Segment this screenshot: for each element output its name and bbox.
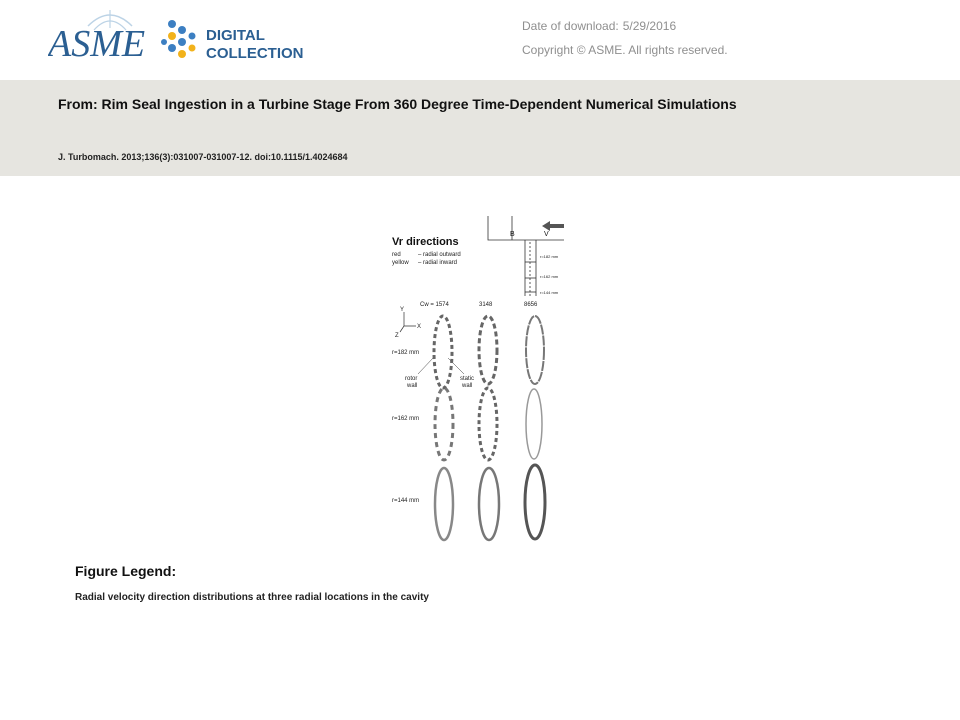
logo-dot (189, 45, 196, 52)
ring-144-cw1574 (435, 468, 453, 540)
static-wall-label-2: wall (462, 383, 473, 389)
article-title: From: Rim Seal Ingestion in a Turbine Stage From 360 Degree Time-Dependent Numerical Simulations (58, 96, 737, 112)
row-label-162: r=162 mm (392, 416, 420, 422)
schematic-r162: r=162 mm (540, 274, 559, 279)
axis-y-label: Y (400, 307, 405, 313)
label-v: V (544, 231, 549, 238)
ring-182-3148 (479, 316, 497, 384)
ring-144-8656 (525, 465, 545, 539)
copyright-notice: Copyright © ASME. All rights reserved. (522, 43, 728, 57)
key-yellow-desc: – radial inward (418, 260, 458, 266)
logo-dot (178, 26, 186, 34)
ring-162-cw1574 (435, 388, 453, 460)
key-yellow: yellow (392, 260, 409, 266)
static-wall-label-1: static (460, 376, 475, 382)
row-label-182: r=182 mm (392, 350, 420, 356)
axis-x-label: X (417, 324, 422, 330)
download-meta (522, 20, 728, 68)
label-b: B (510, 231, 515, 238)
ring-162-3148 (479, 388, 497, 460)
logo-dot (178, 38, 186, 46)
ring-144-3148 (479, 468, 499, 540)
download-date-line (522, 20, 728, 32)
ring-grid (434, 316, 545, 540)
row-label-144: r=144 mm (392, 498, 420, 504)
column-3148: 3148 (479, 302, 493, 308)
axis-z-label: Z (395, 333, 399, 339)
logo-collection: COLLECTION (206, 45, 304, 62)
figure-image (388, 212, 584, 546)
logo-dot (178, 50, 186, 58)
ring-162-8656 (526, 389, 542, 459)
asme-wordmark: ASME (48, 23, 146, 65)
figure-legend-text: Radial velocity direction distributions at three radial locations in the cavity (75, 592, 429, 603)
logo-dot (161, 39, 167, 45)
article-citation: J. Turbomach. 2013;136(3):031007-031007-12. doi:10.1115/1.4024684 (58, 152, 348, 162)
schematic-r144: r=144 mm (540, 290, 559, 295)
column-cw-1574: Cw = 1574 (420, 302, 449, 308)
leader-lines (418, 358, 464, 374)
download-date-value: 5/29/2016 (622, 19, 677, 33)
schematic-r182: r=182 mm (540, 254, 559, 259)
column-8656: 8656 (524, 302, 538, 308)
key-red-desc: – radial outward (418, 252, 461, 258)
logo-dot (168, 44, 176, 52)
asme-digital-collection-logo (48, 6, 338, 72)
download-date-label: Date of download: (522, 19, 619, 33)
logo-digital: DIGITAL (206, 27, 265, 44)
inflow-arrow (542, 221, 564, 231)
ring-182-8656 (526, 316, 544, 384)
ring-182-cw1574 (434, 316, 452, 388)
rotor-wall-label-2: wall (407, 383, 418, 389)
figure-heading: Vr directions (392, 236, 459, 248)
logo-dot (189, 33, 196, 40)
logo-dot (168, 32, 176, 40)
logo-dot (168, 20, 176, 28)
figure-legend-heading: Figure Legend: (75, 563, 177, 579)
axes-indicator (400, 312, 416, 332)
rotor-wall-label-1: rotor (405, 376, 418, 382)
key-red: red (392, 252, 401, 258)
